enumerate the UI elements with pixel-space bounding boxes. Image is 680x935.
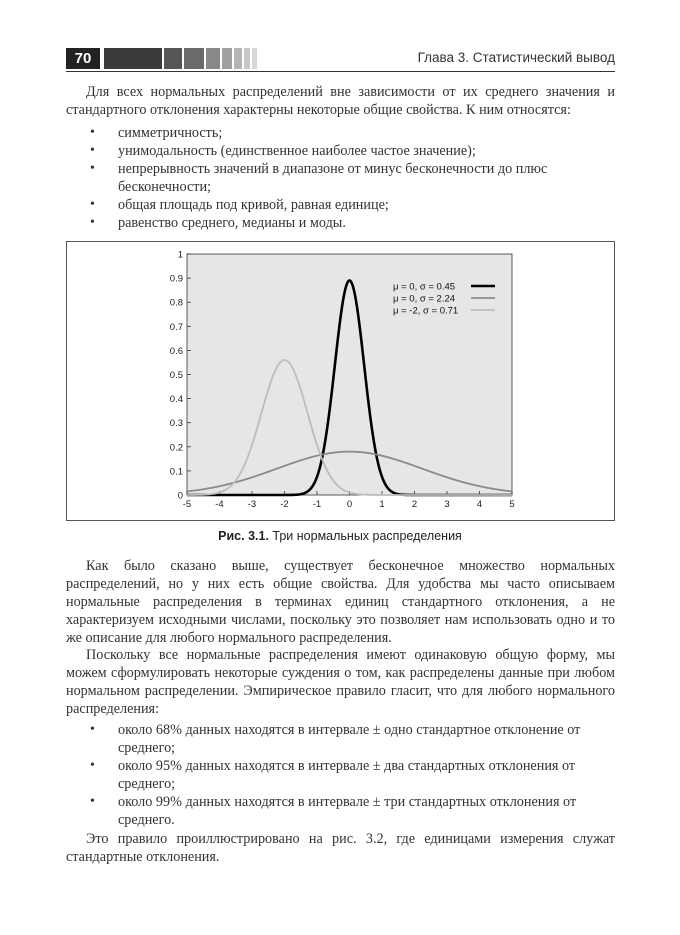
list-item: • общая площадь под кривой, равная единице; [90,197,389,213]
list-item: • унимодальность (единственное наиболее частое значение); [90,143,476,159]
header-decor-bar [104,48,162,69]
normal-distributions-chart [67,242,614,520]
x-tick-label: -2 [280,499,289,510]
x-tick-label: -1 [312,499,322,510]
list-item: • около 68% данных находятся в интервале ± одно стандартное отклонение от среднего; [90,722,581,756]
paragraph-units: Как было сказано выше, существует бесконечное множество нормальных распределений, но у них есть общие свойства. Для удобства мы часто описываем нормальные распределения в терминах единиц стандартного отклонения, а не характеризуем исходными числами, поскольку это позволяет нам использовать одно и то же описание для любого нормального распределения. [66,558,615,646]
figure-caption-label: Рис. 3.1. [218,529,269,543]
bullet: • [90,125,95,140]
x-tick-label: 1 [379,499,385,510]
x-tick-label: -5 [182,499,192,510]
y-tick-label: 1 [177,249,183,261]
list-item: • около 99% данных находятся в интервале ± три стандартных отклонения от среднего. [90,794,577,828]
chapter-title: Глава 3. Статистический вывод [417,50,615,65]
y-tick-label: 0.7 [169,321,183,333]
y-tick-label: 0.2 [169,442,183,454]
intro-paragraph: Для всех нормальных распределений вне зависимости от их среднего значения и стандартного отклонения характерны некоторые общие свойства. К ним относятся: [66,84,615,118]
bullet: • [90,161,95,176]
y-tick-label: 0.8 [169,297,183,309]
y-tick-label: 0.4 [169,394,183,406]
list-item: • непрерывность значений в диапазоне от минус бесконечности до плюс бесконечности; [90,161,548,195]
list-item: • равенство среднего, медианы и моды. [90,215,346,231]
header-rule [66,71,615,72]
bullet: • [90,143,95,158]
bullet: • [90,758,95,773]
y-tick-label: 0.1 [169,466,183,478]
x-tick-label: 3 [444,499,450,510]
page-header [66,48,615,69]
x-tick-label: -3 [247,499,257,510]
page-number: 70 [66,48,100,69]
figure-caption-text: Три нормальных распределения [272,529,462,543]
rules-list [66,721,615,829]
list-item: • около 95% данных находятся в интервале ± два стандартных отклонения от среднего; [90,758,576,792]
header-decor-bar [184,48,204,69]
bullet: • [90,197,95,212]
header-decor-bar [222,48,232,69]
x-tick-label: 5 [509,499,515,510]
bullet: • [90,794,95,809]
legend-label: μ = -2, σ = 0.71 [393,305,459,317]
plot-area [187,254,512,495]
x-tick-label: 2 [411,499,418,510]
x-tick-label: 4 [476,499,483,510]
y-tick-label: 0.9 [169,273,183,285]
bullet: • [90,215,95,230]
header-decor-bar [252,48,257,69]
y-tick-label: 0.6 [169,345,183,357]
paragraph-figure-ref: Это правило проиллюстрировано на рис. 3.2, где единицами измерения служат стандартные отклонения. [66,831,615,865]
figure-frame [66,241,615,521]
legend-label: μ = 0, σ = 0.45 [393,281,456,293]
figure-caption [0,529,680,543]
y-tick-label: 0.5 [169,370,183,381]
y-tick-label: 0 [177,490,183,502]
legend-label: μ = 0, σ = 2.24 [393,293,456,305]
bullet: • [90,722,95,737]
header-decor-bar [206,48,220,69]
header-decor-bar [234,48,242,69]
x-tick-label: 0 [346,499,353,510]
x-tick-label: -4 [215,499,224,510]
header-decor-bar [244,48,250,69]
properties-list [66,124,615,232]
paragraph-empirical-rule: Поскольку все нормальные распределения имеют одинаковую общую форму, мы можем сформулировать некоторые суждения о том, как распределены данные при любом нормальном распределении. Эмпирическое правило гласит, что для любого нормального распределения: [66,647,615,717]
list-item: • симметричность; [90,125,223,141]
header-decor-bar [164,48,182,69]
y-tick-label: 0.3 [169,418,183,430]
